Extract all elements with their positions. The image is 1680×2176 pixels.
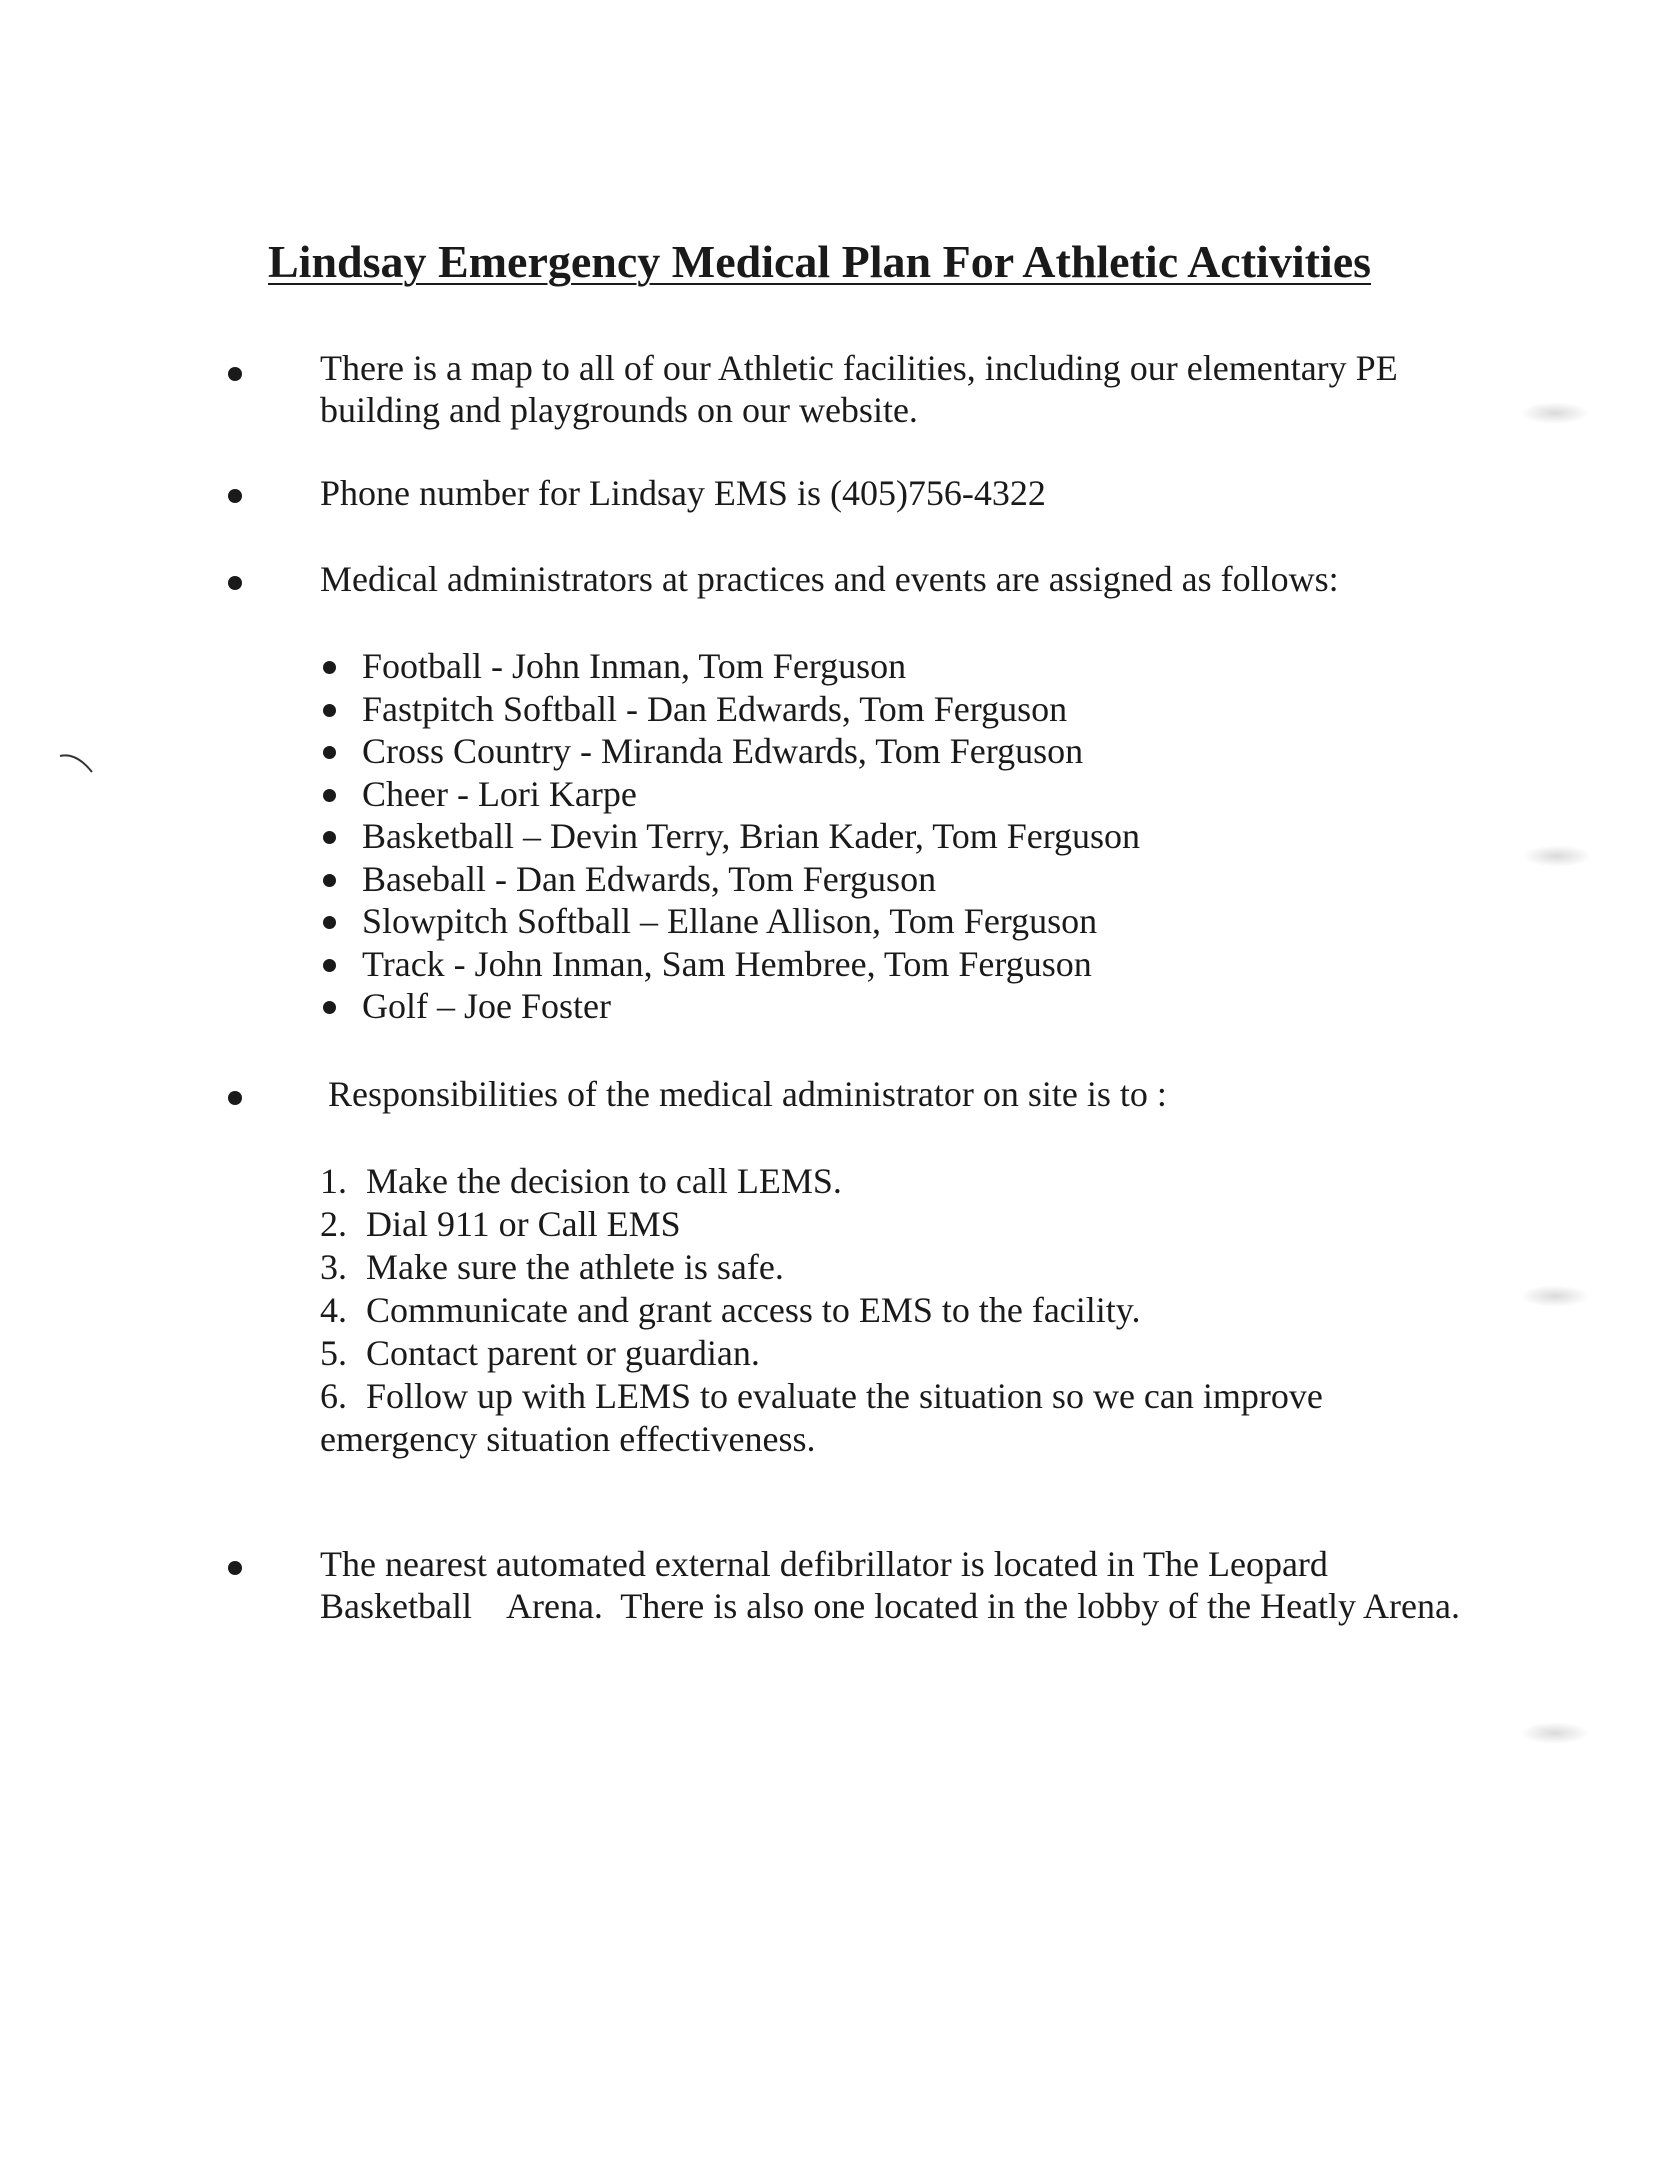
list-item [320, 815, 1320, 858]
phone-text: Phone number for Lindsay EMS is (405)756-4322 [320, 473, 1046, 513]
defibrillator-text: The nearest automated external defibrillator is located in The Leopard Basketball Arena. There is also one located in the lobby of the Heatly Arena. [320, 1544, 1460, 1626]
bullet-dot [323, 661, 336, 674]
item-text: Communicate and grant access to EMS to the facility. [366, 1290, 1141, 1330]
list-item [320, 943, 1320, 986]
item-number: 5. [320, 1333, 347, 1373]
administrators-intro: Medical administrators at practices and events are assigned as follows: [320, 559, 1339, 599]
item-number: 3. [320, 1247, 347, 1287]
bullet-responsibilities [228, 1091, 242, 1105]
assignment-text: Track - John Inman, Sam Hembree, Tom Ferguson [362, 943, 1092, 984]
list-item [320, 730, 1320, 773]
list-item [320, 645, 1320, 688]
item-text: Make sure the athlete is safe. [366, 1247, 784, 1287]
scan-smudge [1522, 845, 1592, 867]
item-number: 1. [320, 1161, 347, 1201]
list-item [320, 1289, 1470, 1332]
scan-smudge [1520, 402, 1590, 424]
item-text: Follow up with LEMS to evaluate the situation so we can improve emergency situation effectiveness. [320, 1376, 1323, 1459]
responsibility-list [320, 1160, 1470, 1461]
map-text: There is a map to all of our Athletic facilities, including our elementary PE building and playgrounds on our website. [320, 348, 1398, 430]
list-item [320, 900, 1320, 943]
bullet-dot [323, 1001, 336, 1014]
scan-smudge [1520, 1722, 1590, 1744]
assignment-text: Cheer - Lori Karpe [362, 773, 637, 814]
scan-smudge [1520, 1285, 1590, 1307]
assignment-text: Fastpitch Softball - Dan Edwards, Tom Ferguson [362, 688, 1068, 729]
bullet-phone [228, 489, 242, 503]
assignment-text: Golf – Joe Foster [362, 986, 611, 1026]
item-text: Make the decision to call LEMS. [366, 1161, 842, 1201]
list-item [320, 688, 1320, 731]
assignment-text: Baseball - Dan Edwards, Tom Ferguson [362, 858, 937, 899]
assignment-text: Football - John Inman, Tom Ferguson [362, 646, 907, 686]
bullet-map [228, 367, 242, 381]
item-number: 2. [320, 1204, 347, 1244]
list-item [320, 1203, 1470, 1246]
bullet-dot [323, 874, 336, 887]
bullet-defibrillator [228, 1561, 242, 1575]
list-item [320, 1375, 1380, 1461]
page-title: Lindsay Emergency Medical Plan For Athletic Activities [268, 236, 1372, 287]
list-item [320, 985, 1320, 1028]
responsibilities-intro: Responsibilities of the medical administrator on site is to : [328, 1074, 1167, 1114]
bullet-dot [323, 831, 336, 844]
list-item [320, 1246, 1470, 1289]
assignment-list [320, 645, 1320, 1028]
bullet-dot [323, 746, 336, 759]
margin-mark-icon [58, 752, 98, 782]
list-item [320, 858, 1320, 901]
bullet-dot [323, 959, 336, 972]
bullet-dot [323, 916, 336, 929]
assignment-text: Cross Country - Miranda Edwards, Tom Ferguson [362, 731, 1084, 771]
list-item [320, 773, 1320, 816]
assignment-text: Slowpitch Softball – Ellane Allison, Tom Ferguson [362, 901, 1098, 941]
list-item [320, 1160, 1470, 1203]
item-number: 4. [320, 1290, 347, 1330]
bullet-administrators [228, 576, 242, 590]
assignment-text: Basketball – Devin Terry, Brian Kader, Tom Ferguson [362, 816, 1141, 856]
item-text: Dial 911 or Call EMS [366, 1204, 681, 1244]
item-number: 6. [320, 1376, 347, 1416]
bullet-dot [323, 704, 336, 717]
list-item [320, 1332, 1470, 1375]
item-text: Contact parent or guardian. [366, 1333, 760, 1373]
bullet-dot [323, 789, 336, 802]
